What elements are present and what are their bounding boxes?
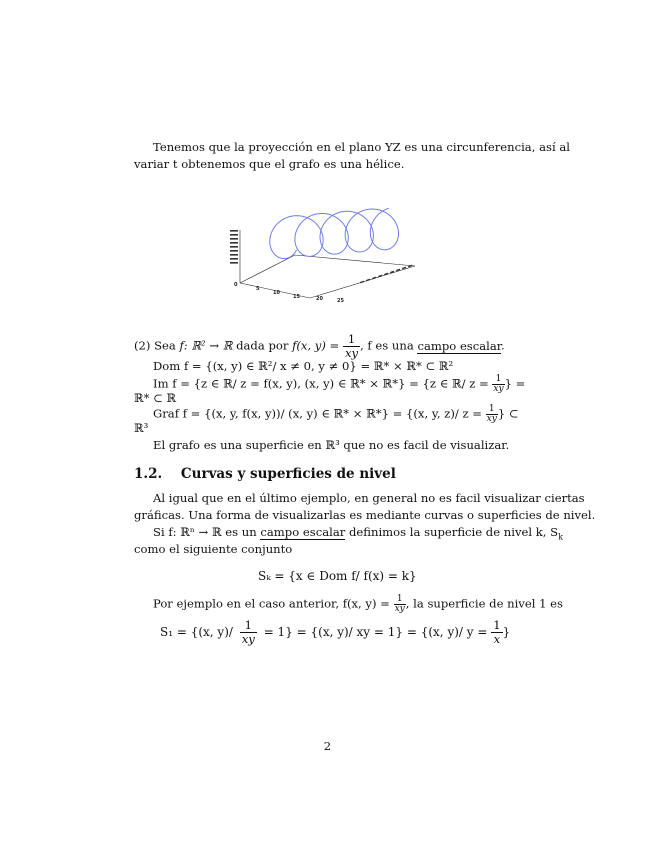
section-number: 1.2. [134, 466, 163, 482]
y-tick-label: 15 [293, 294, 300, 300]
graf-line-cont: ℝ³ [134, 421, 149, 435]
axis-back [240, 255, 295, 283]
section-title: Curvas y superficies de nivel [180, 466, 396, 482]
example2-line1: (2) Sea f: ℝ² → ℝ dada por f(x, y) = $\frac{1}{xy}$ , f es una campo escalar. [134, 332, 505, 360]
axis-x-back [295, 255, 415, 266]
x-origin-label: 0 [234, 282, 238, 288]
y-tick-label: 20 [316, 296, 323, 302]
para2-line: Por ejemplo en el caso anterior, f(x, y) = $\frac{1}{xy}$ , la superficie de nivel 1 es [153, 594, 563, 614]
campo-escalar-link: campo escalar [260, 525, 346, 539]
para1-line2: gráficas. Una forma de visualizarlas es mediante curvas o superficies de nivel. [134, 508, 596, 522]
para1-line1: Al igual que en el último ejemplo, en general no es facil visualizar ciertas [153, 491, 585, 505]
z-tick-labels [230, 230, 238, 264]
y-tick-label: 25 [337, 298, 344, 304]
grafo-line: El grafo es una superficie en ℝ³ que no es facil de visualizar. [153, 438, 510, 452]
page-number: 2 [323, 739, 332, 753]
para1-line4: como el siguiente conjunto [134, 542, 293, 556]
section-heading [134, 466, 396, 482]
dom-line: Dom f = {(x, y) ∈ ℝ²/ x ≠ 0, y ≠ 0} = ℝ* × ℝ* ⊂ ℝ² [153, 359, 454, 373]
x-tick-marks [360, 265, 412, 284]
im-line-cont: ℝ* ⊂ ℝ [134, 391, 177, 405]
intro-line-1: Tenemos que la proyección en el plano YZ es una circunferencia, así al [153, 140, 570, 154]
y-tick-label: 10 [273, 290, 280, 296]
helix-figure [220, 200, 430, 310]
intro-line-2: variar t obtenemos que el grafo es una hélice. [134, 157, 405, 171]
para1-line3: Si f: ℝⁿ → ℝ es un campo escalar definimos la superficie de nivel k, $S_k$ [153, 525, 563, 542]
helix-curve [270, 208, 399, 258]
equation-sk: Sₖ = {x ∈ Dom f/ f(x) = k} [258, 569, 417, 583]
equation-s1: S₁ = {(x, y)/ $\frac{1}{xy}$ = 1} = {(x, y)/ xy = 1} = {(x, y)/ y = $\frac{1}{x}$ } [160, 618, 511, 646]
axes [240, 230, 415, 298]
campo-escalar-link: campo escalar [417, 338, 502, 353]
y-tick-label: 5 [256, 286, 260, 292]
graf-line: Graf f = {(x, y, f(x, y))/ (x, y) ∈ ℝ* × ℝ*} = {(x, y, z)/ z = $\frac{1}{xy}$ } ⊂ [153, 404, 519, 424]
im-line: Im f = {z ∈ ℝ/ z = f(x, y), (x, y) ∈ ℝ* × ℝ*} = {z ∈ ℝ/ z = $\frac{1}{xy}$ } = [153, 374, 526, 394]
